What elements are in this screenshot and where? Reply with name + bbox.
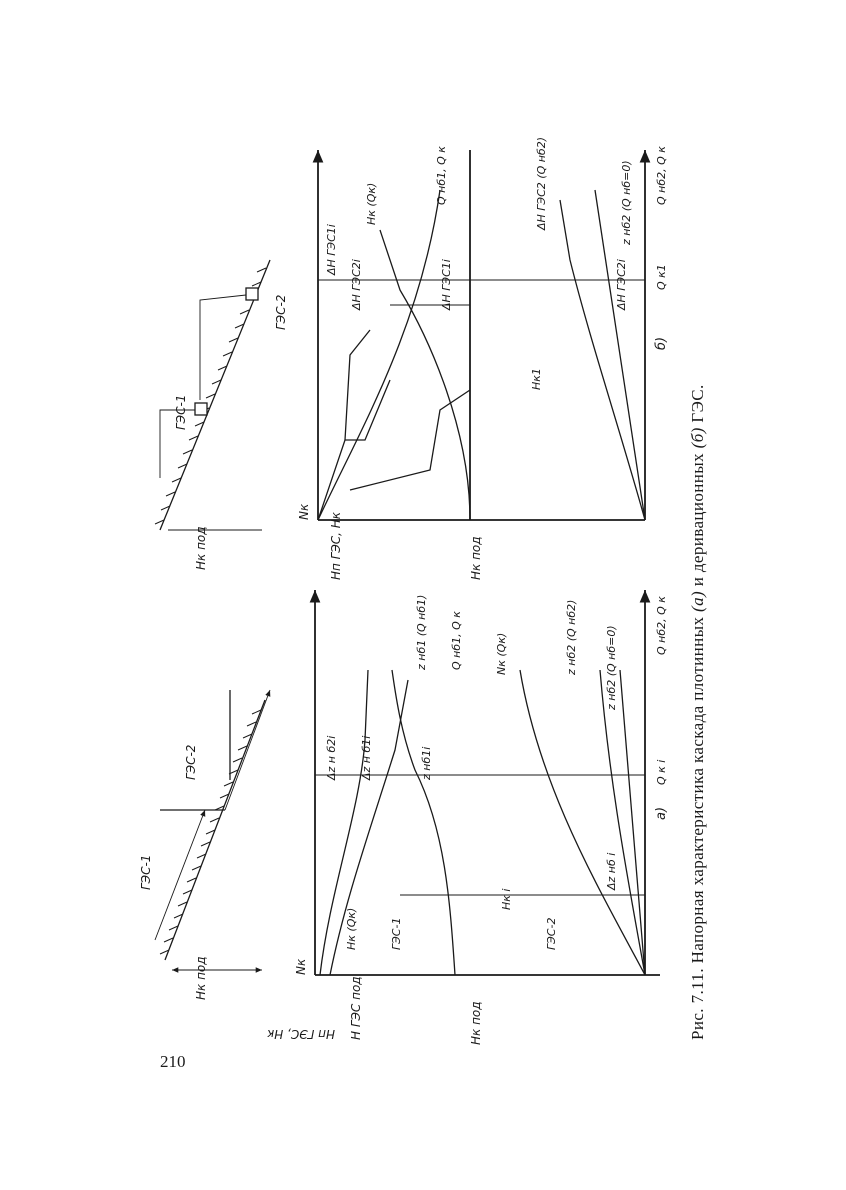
b-dh-gec2i-b-label: ΔH ГЭС2i (615, 259, 628, 310)
b-stair-1 (318, 380, 390, 520)
a-dz-hb1i-label: Δz н б1i (360, 735, 373, 780)
a-znb2-zero-label: z нб2 (Q нб=0) (605, 625, 618, 710)
b-station2-label: ГЭС-2 (274, 294, 288, 330)
caption-suffix: ГЭС. (688, 384, 707, 423)
caption-mid: и деривационных (688, 452, 707, 587)
a-panel-label: а) (654, 806, 669, 820)
a-znb2-zero-line (620, 670, 645, 975)
a-hk-curve (320, 670, 368, 975)
b-nk-axis-label: Nк (297, 503, 311, 520)
b-dh-gec1i-top-label: ΔH ГЭС1i (325, 224, 338, 275)
caption-b: (б) (688, 427, 707, 449)
a-station2-label: ГЭС-2 (184, 744, 198, 780)
b-gec2-box (246, 288, 258, 300)
panel-a (139, 590, 669, 1045)
b-hk-pod-label: Hк под (469, 536, 483, 580)
b-station1-label: ГЭС-1 (174, 394, 188, 430)
b-x-axis-top-label: Q нб1, Q к (435, 146, 448, 205)
page-number: 210 (160, 1052, 186, 1071)
b-stair-2 (345, 330, 370, 440)
b-gec1-box (195, 403, 207, 415)
a-nk-curve-label: Nк (Qк) (495, 632, 508, 675)
a-gec1-label: ГЭС-1 (390, 917, 403, 950)
b-panel-label: б) (654, 336, 669, 350)
a-dz-hbi-label: Δz нб i (605, 852, 618, 890)
a-station1-label: ГЭС-1 (139, 854, 153, 890)
b-dh-gec2-curve-label: ΔH ГЭС2 (Q нб2) (535, 137, 548, 230)
b-znb2-zero-label: z нб2 (Q нб=0) (620, 160, 633, 245)
b-hk1-label: Hк1 (530, 368, 543, 390)
b-dh-gec2i-label: ΔH ГЭС2i (350, 259, 363, 310)
a-hk-curve-label: Hк (Qк) (345, 907, 358, 950)
a-dz-hb2i-label: Δz н б2i (325, 735, 338, 780)
a-hgec-pod-label: H ГЭС под (349, 976, 363, 1040)
caption-a: (а) (688, 590, 707, 612)
b-stair-3 (350, 390, 470, 490)
a-x-axis-top-label: Q нб1, Q к (450, 611, 463, 670)
a-qki-label: Q к i (655, 759, 668, 785)
b-dh-gec1i-label: ΔH ГЭС1i (440, 259, 453, 310)
a-gec2-label: ГЭС-2 (545, 917, 558, 950)
b-qk1-label: Q к1 (655, 264, 668, 290)
b-y-axis-label: Hп ГЭС, Hк (329, 511, 343, 580)
b-hk-curve-label: Hк (Qк) (365, 182, 378, 225)
a-znb1i-label: z нб1i (420, 746, 433, 780)
a-hk-pod-label: Hк под (469, 1001, 483, 1045)
a-nk-axis-label: Nк (294, 958, 308, 975)
b-hkpod-schema-label: Hк под (194, 526, 208, 570)
a-znb1-curve-label: z нб1 (Q нб1) (415, 594, 428, 670)
b-x-axis-bottom-label: Q нб2, Q к (655, 146, 668, 205)
panel-b-schematic (155, 260, 288, 570)
b-dh2-curve (560, 200, 645, 520)
a-x-axis-bottom-label: Q нб2, Q к (655, 596, 668, 655)
a-nk-curve (520, 670, 645, 975)
a-znb2-curve-label: z нб2 (Q нб2) (565, 599, 578, 675)
panel-a-schematic (139, 690, 270, 1000)
a-hkpod-schema-label: Hк под (194, 956, 208, 1000)
a-hki-label: Hк i (500, 888, 513, 910)
caption-prefix: Рис. 7.11. Напорная характеристика каскада плотинных (688, 616, 707, 1040)
panel-b (155, 137, 669, 580)
a-znb2-curve (600, 670, 645, 975)
b-hk-curve (380, 230, 470, 520)
a-y-axis-label: Hп ГЭС, Hк (266, 1027, 335, 1041)
